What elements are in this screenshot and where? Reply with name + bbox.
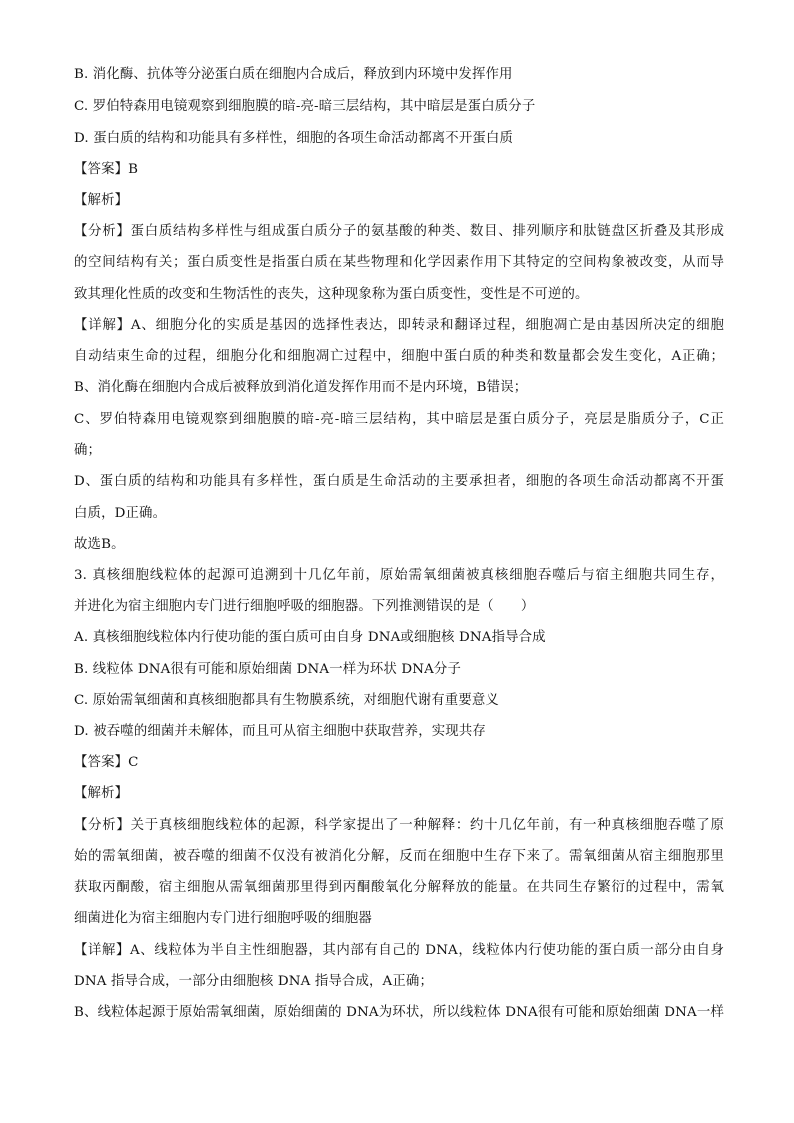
q2-option-b: B. 消化酶、抗体等分泌蛋白质在细胞内合成后，释放到内环境中发挥作用 [74,67,513,82]
q2-xiangjie-line: 自动结束生命的过程，细胞分化和细胞凋亡过程中，细胞中蛋白质的种类和数量都会发生变化，A正确； [74,349,724,364]
q3-fenxi-line: 始的需氧细菌，被吞噬的细菌不仅没有被消化分解，反而在细胞中生存下来了。需氧细菌从宿主细胞那里 [74,849,724,864]
q2-xiangjie-line: B、消化酶在细胞内合成后被释放到消化道发挥作用而不是内环境，B错误； [74,380,528,395]
q2-xiangjie-line: 【详解】A、细胞分化的实质是基因的选择性表达，即转录和翻译过程，细胞凋亡是由基因所决定的细胞 [74,318,724,333]
q3-answer: 【答案】C [74,755,139,770]
q3-analysis-heading: 【解析】 [74,786,129,801]
q3-fenxi-line: 细菌进化为宿主细胞内专门进行细胞呼吸的细胞器 [74,911,372,926]
q2-answer: 【答案】B [74,162,139,177]
q3-fenxi-line: 【分析】关于真核细胞线粒体的起源，科学家提出了一种解释：约十几亿年前，有一种真核细胞吞噬了原 [74,818,724,833]
q3-fenxi-line: 获取丙酮酸，宿主细胞从需氧细菌那里得到丙酮酸氧化分解释放的能量。在共同生存繁衍的过程中，需氧 [74,880,724,895]
q2-option-c: C. 罗伯特森用电镜观察到细胞膜的暗-亮-暗三层结构，其中暗层是蛋白质分子 [74,99,536,114]
q3-xiangjie-line: B、线粒体起源于原始需氧细菌，原始细菌的 DNA为环状，所以线粒体 DNA很有可能和原始细菌 DNA一样 [74,1005,724,1020]
q2-xiangjie-line: 白质，D正确。 [74,506,167,521]
q3-option-c: C. 原始需氧细菌和真核细胞都具有生物膜系统，对细胞代谢有重要意义 [74,693,499,708]
q2-fenxi-line: 致其理化性质的改变和生物活性的丧失，这种现象称为蛋白质变性，变性是不可逆的。 [74,287,589,302]
q2-analysis-heading: 【解析】 [74,193,129,208]
q2-fenxi-line: 【分析】蛋白质结构多样性与组成蛋白质分子的氨基酸的种类、数目、排列顺序和肽链盘区折叠及其形成 [74,224,724,239]
q3-stem-line: 3. 真核细胞线粒体的起源可追溯到十几亿年前，原始需氧细菌被真核细胞吞噬后与宿主细胞共同生存， [74,568,724,583]
q3-xiangjie-line: 【详解】A、线粒体为半自主性细胞器，其内部有自己的 DNA，线粒体内行使功能的蛋白质一部分由自身 [74,943,724,958]
q2-xiangjie-line: 确； [74,443,102,458]
q3-option-d: D. 被吞噬的细菌并未解体，而且可从宿主细胞中获取营养，实现共存 [74,724,486,739]
q2-xiangjie-line: D、蛋白质的结构和功能具有多样性，蛋白质是生命活动的主要承担者，细胞的各项生命活动都离不开蛋 [74,474,724,489]
q2-xiangjie-line: C、罗伯特森用电镜观察到细胞膜的暗-亮-暗三层结构，其中暗层是蛋白质分子，亮层是脂质分子，C正 [74,412,724,427]
q2-option-d: D. 蛋白质的结构和功能具有多样性，细胞的各项生命活动都离不开蛋白质 [74,131,513,146]
q2-conclusion: 故选B。 [74,537,125,552]
q2-fenxi-line: 的空间结构有关；蛋白质变性是指蛋白质在某些物理和化学因素作用下其特定的空间构象被改变，从而导 [74,255,724,270]
q3-xiangjie-line: DNA 指导合成，一部分由细胞核 DNA 指导合成，A正确； [74,974,433,989]
q3-stem-line: 并进化为宿主细胞内专门进行细胞呼吸的细胞器。下列推测错误的是（ ） [74,599,535,614]
q3-option-a: A. 真核细胞线粒体内行使功能的蛋白质可由自身 DNA或细胞核 DNA指导合成 [74,630,546,645]
q3-option-b: B. 线粒体 DNA很有可能和原始细菌 DNA一样为环状 DNA分子 [74,662,462,677]
